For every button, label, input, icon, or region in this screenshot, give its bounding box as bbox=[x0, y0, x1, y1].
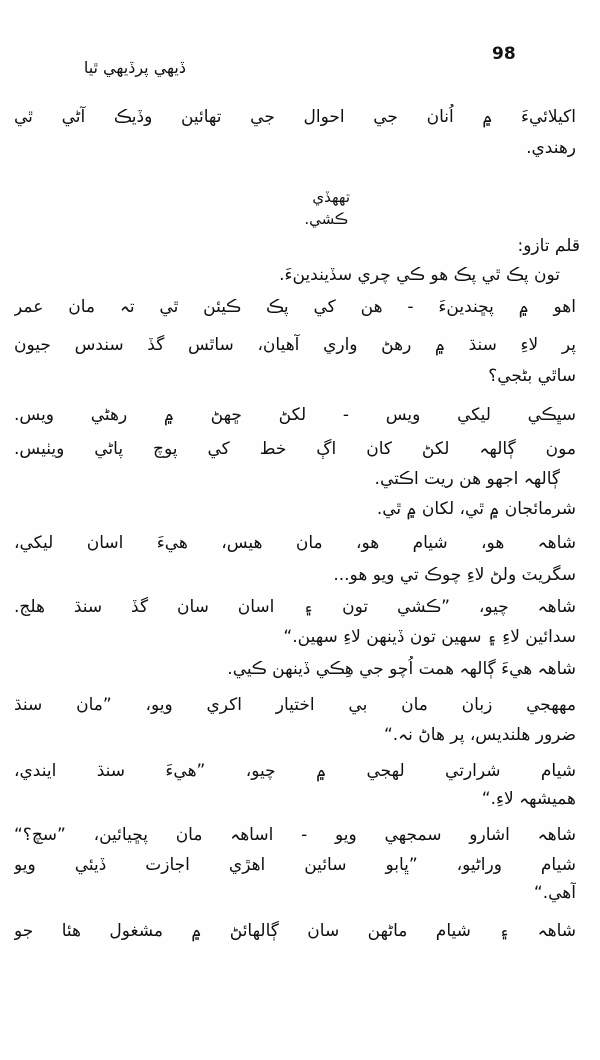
text-line: تھھڏي bbox=[312, 188, 350, 206]
text-line: ڪشي. bbox=[304, 210, 348, 228]
text-line: ھميشھہ لاءِ.“ bbox=[481, 789, 576, 809]
text-line: شيام شرارتي لھجي ۾ چيو، ”ھيءَ سنڌ ايندي، bbox=[14, 761, 576, 781]
text-line: ضرور ھلنديس، پر ھاڻ نہ.“ bbox=[383, 725, 576, 745]
text-line: شاھہ اشارو سمجھي ويو - اساھہ مان پڇيائين، ”سچ؟“ bbox=[14, 825, 576, 845]
text-line: پر لاءِ سنڌ ۾ رھڻ واري آھيان، ساٿس گڏ سندس جيون bbox=[14, 335, 576, 355]
text-line: ڳالھہ اجھو ھن ريت اڪتي. bbox=[374, 469, 560, 489]
text-line: سدائين لاءِ ۽ سھين تون ڏينھن لاءِ سھين.“ bbox=[283, 627, 576, 647]
text-line: شاھہ ھيءَ ڳالھہ ھمت اُچو جي ھِڪي ڏينھن ڪيي. bbox=[227, 659, 576, 679]
text-line: اھو ۾ پڇندينءَ - ھن کي پڪ ڪيئن ٿي تہ مان عمر bbox=[14, 297, 576, 317]
text-line: رھندي. bbox=[526, 138, 576, 158]
section-label: قلم تازو: bbox=[517, 236, 580, 256]
running-head: ڏيھي پرڏيھي ٿيا bbox=[83, 58, 186, 77]
text-line: تون پڪ ٿي پڪ ھو ڪي چري سڏيندينءَ. bbox=[279, 265, 560, 285]
text-line: آھي.“ bbox=[533, 883, 576, 903]
text-line: اکيلائيءَ ۾ اُنان جي احوال جي تھائين وڏيڪ آڻي ٿي bbox=[14, 107, 576, 127]
text-line: شاھہ ۽ شيام ماڻھن سان ڳالھائڻ ۾ مشغول ھئا جو bbox=[14, 921, 576, 941]
text-line: شيام وراڻيو، ”ڀابو سائين اھڙي اجازت ڏيئي ويو bbox=[14, 855, 576, 875]
page-number: 98 bbox=[492, 44, 516, 64]
text-line: مھھجي زبان مان بي اختيار اکري ويو، ”مان سنڌ bbox=[14, 695, 576, 715]
text-line: شرمائجان ۾ ٿي، لکان ۾ ٿي. bbox=[376, 499, 576, 519]
text-line: سڀڪي ليکي ويس - لکڻ ڇھڻ ۾ رھڻي ويس. bbox=[14, 405, 576, 425]
text-line: شاھہ چيو، ”ڪشي تون ۽ اسان سان گڏ سنڌ ھلج. bbox=[14, 597, 576, 617]
text-line: شاھہ ھو، شيام ھو، مان ھيس، ھيءَ اسان ليکي، bbox=[14, 533, 576, 553]
text-line: مون ڳالھہ لکڻ کان اڳ خط کي پوچ پاڻي ويٺيس. bbox=[14, 439, 576, 459]
text-line: سگريٽ ولڻ لاءِ چوڪ تي ويو ھو... bbox=[333, 565, 576, 585]
text-line: ساٿي بڻجي؟ bbox=[488, 366, 576, 386]
